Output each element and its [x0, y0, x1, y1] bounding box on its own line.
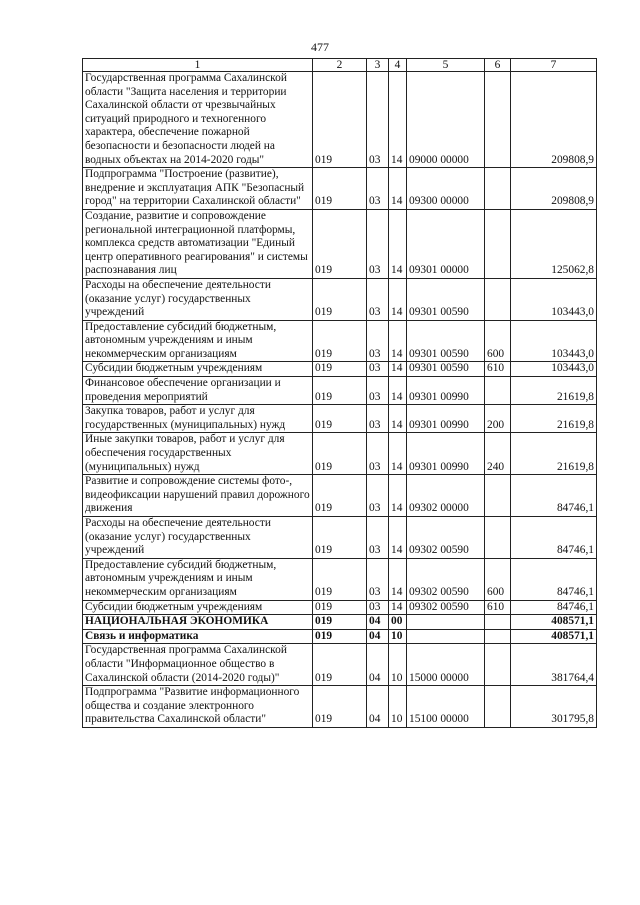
- row-pr-cell: 14: [389, 558, 407, 600]
- row-csr-cell: [407, 629, 485, 644]
- row-rz-cell: 03: [367, 377, 389, 405]
- row-vr-cell: 610: [485, 362, 511, 377]
- row-vr-cell: 600: [485, 558, 511, 600]
- row-gr-cell: 019: [313, 644, 367, 686]
- row-pr-cell: 14: [389, 377, 407, 405]
- row-rz-cell: 04: [367, 644, 389, 686]
- row-sum-cell: 84746,1: [511, 475, 597, 517]
- row-sum-cell: 209808,9: [511, 72, 597, 168]
- row-csr-cell: 09302 00590: [407, 517, 485, 559]
- row-pr-cell: 10: [389, 686, 407, 728]
- row-sum-cell: 21619,8: [511, 405, 597, 433]
- header-cell-7: 7: [511, 59, 597, 72]
- row-sum-cell: 84746,1: [511, 600, 597, 615]
- header-cell-3: 3: [367, 59, 389, 72]
- table-row: [83, 362, 597, 377]
- row-pr-cell: 14: [389, 168, 407, 210]
- header-cell-5: 5: [407, 59, 485, 72]
- row-vr-cell: [485, 72, 511, 168]
- row-name-cell: Предоставление субсидий бюджетным, автономным учреждениям и иным некоммерческим организациям: [83, 558, 313, 600]
- row-name-cell: Государственная программа Сахалинской области "Информационное общество в Сахалинской области (2014-2020 годы)": [83, 644, 313, 686]
- row-pr-cell: 14: [389, 517, 407, 559]
- table-row: [83, 320, 597, 362]
- row-sum-cell: 381764,4: [511, 644, 597, 686]
- row-name-cell: Финансовое обеспечение организации и проведения мероприятий: [83, 377, 313, 405]
- row-pr-cell: 14: [389, 600, 407, 615]
- row-vr-cell: [485, 629, 511, 644]
- row-name-cell: Субсидии бюджетным учреждениям: [83, 600, 313, 615]
- row-sum-cell: 84746,1: [511, 517, 597, 559]
- row-sum-cell: 125062,8: [511, 209, 597, 278]
- row-pr-cell: 14: [389, 278, 407, 320]
- row-vr-cell: [485, 278, 511, 320]
- row-gr-cell: 019: [313, 405, 367, 433]
- row-pr-cell: 14: [389, 405, 407, 433]
- row-name-cell: Расходы на обеспечение деятельности (оказание услуг) государственных учреждений: [83, 517, 313, 559]
- row-csr-cell: 09000 00000: [407, 72, 485, 168]
- row-name-cell: Расходы на обеспечение деятельности (оказание услуг) государственных учреждений: [83, 278, 313, 320]
- row-gr-cell: 019: [313, 558, 367, 600]
- table-row: [83, 405, 597, 433]
- row-gr-cell: 019: [313, 168, 367, 210]
- row-name-cell: Подпрограмма "Построение (развитие), внедрение и эксплуатация АПК "Безопасный город" на территории Сахалинской области": [83, 168, 313, 210]
- row-name-cell: Иные закупки товаров, работ и услуг для обеспечения государственных (муниципальных) нужд: [83, 433, 313, 475]
- row-pr-cell: 14: [389, 209, 407, 278]
- row-name-cell: Субсидии бюджетным учреждениям: [83, 362, 313, 377]
- row-sum-cell: 301795,8: [511, 686, 597, 728]
- row-csr-cell: 15100 00000: [407, 686, 485, 728]
- row-sum-cell: 103443,0: [511, 362, 597, 377]
- table-row: [83, 615, 597, 630]
- row-name-cell: Связь и информатика: [83, 629, 313, 644]
- row-rz-cell: 03: [367, 278, 389, 320]
- row-vr-cell: [485, 615, 511, 630]
- row-rz-cell: 03: [367, 600, 389, 615]
- row-rz-cell: 03: [367, 320, 389, 362]
- table-row: [83, 475, 597, 517]
- row-csr-cell: 09302 00590: [407, 558, 485, 600]
- row-name-cell: Подпрограмма "Развитие информационного общества и создание электронного правительства Сахалинской области": [83, 686, 313, 728]
- row-csr-cell: 09302 00000: [407, 475, 485, 517]
- row-vr-cell: [485, 168, 511, 210]
- row-rz-cell: 03: [367, 168, 389, 210]
- row-rz-cell: 03: [367, 433, 389, 475]
- row-name-cell: Предоставление субсидий бюджетным, автономным учреждениям и иным некоммерческим организациям: [83, 320, 313, 362]
- row-rz-cell: 03: [367, 517, 389, 559]
- row-sum-cell: 21619,8: [511, 433, 597, 475]
- row-csr-cell: [407, 615, 485, 630]
- row-gr-cell: 019: [313, 377, 367, 405]
- row-csr-cell: 09302 00590: [407, 600, 485, 615]
- row-gr-cell: 019: [313, 600, 367, 615]
- header-cell-1: 1: [83, 59, 313, 72]
- row-pr-cell: 14: [389, 475, 407, 517]
- row-gr-cell: 019: [313, 629, 367, 644]
- table-row: [83, 686, 597, 728]
- table-row: [83, 517, 597, 559]
- row-sum-cell: 209808,9: [511, 168, 597, 210]
- row-vr-cell: 600: [485, 320, 511, 362]
- row-sum-cell: 21619,8: [511, 377, 597, 405]
- row-rz-cell: 04: [367, 629, 389, 644]
- table-row: [83, 377, 597, 405]
- header-row: [83, 59, 597, 72]
- table-row: [83, 278, 597, 320]
- row-rz-cell: 03: [367, 362, 389, 377]
- row-rz-cell: 04: [367, 686, 389, 728]
- row-rz-cell: 03: [367, 209, 389, 278]
- budget-table: [82, 58, 597, 728]
- row-rz-cell: 03: [367, 72, 389, 168]
- row-sum-cell: 408571,1: [511, 629, 597, 644]
- row-csr-cell: 09301 00590: [407, 278, 485, 320]
- row-name-cell: Государственная программа Сахалинской области "Защита населения и территории Сахалинской области от чрезвычайных ситуаций природного и техногенного характера, обеспечение пожарной безопасности и безопасности людей на водных объектах на 2014-2020 годы": [83, 72, 313, 168]
- row-name-cell: Создание, развитие и сопровождение региональной интеграционной платформы, комплекса средств автоматизации "Единый центр оперативного реагирования" и системы распознавания лиц: [83, 209, 313, 278]
- row-gr-cell: 019: [313, 320, 367, 362]
- row-gr-cell: 019: [313, 686, 367, 728]
- table-row: [83, 209, 597, 278]
- table-row: [83, 558, 597, 600]
- header-cell-4: 4: [389, 59, 407, 72]
- header-cell-6: 6: [485, 59, 511, 72]
- row-rz-cell: 04: [367, 615, 389, 630]
- row-sum-cell: 84746,1: [511, 558, 597, 600]
- table-row: [83, 433, 597, 475]
- row-gr-cell: 019: [313, 209, 367, 278]
- row-pr-cell: 14: [389, 72, 407, 168]
- row-csr-cell: 09301 00590: [407, 320, 485, 362]
- row-gr-cell: 019: [313, 475, 367, 517]
- row-pr-cell: 14: [389, 433, 407, 475]
- row-name-cell: Закупка товаров, работ и услуг для государственных (муниципальных) нужд: [83, 405, 313, 433]
- row-name-cell: НАЦИОНАЛЬНАЯ ЭКОНОМИКА: [83, 615, 313, 630]
- table-row: [83, 168, 597, 210]
- row-csr-cell: 09300 00000: [407, 168, 485, 210]
- page-number: 477: [311, 40, 329, 54]
- row-pr-cell: 14: [389, 320, 407, 362]
- row-csr-cell: 15000 00000: [407, 644, 485, 686]
- row-vr-cell: [485, 377, 511, 405]
- row-gr-cell: 019: [313, 517, 367, 559]
- row-name-cell: Развитие и сопровождение системы фото-, видеофиксации нарушений правил дорожного движения: [83, 475, 313, 517]
- row-sum-cell: 103443,0: [511, 278, 597, 320]
- row-vr-cell: [485, 209, 511, 278]
- row-vr-cell: 200: [485, 405, 511, 433]
- row-csr-cell: 09301 00990: [407, 405, 485, 433]
- row-rz-cell: 03: [367, 558, 389, 600]
- row-pr-cell: 14: [389, 362, 407, 377]
- row-vr-cell: [485, 686, 511, 728]
- row-sum-cell: 408571,1: [511, 615, 597, 630]
- row-vr-cell: [485, 644, 511, 686]
- row-csr-cell: 09301 00590: [407, 362, 485, 377]
- table-row: [83, 644, 597, 686]
- row-csr-cell: 09301 00990: [407, 377, 485, 405]
- row-vr-cell: [485, 475, 511, 517]
- header-cell-2: 2: [313, 59, 367, 72]
- row-pr-cell: 10: [389, 644, 407, 686]
- row-vr-cell: 610: [485, 600, 511, 615]
- row-gr-cell: 019: [313, 72, 367, 168]
- row-gr-cell: 019: [313, 362, 367, 377]
- row-gr-cell: 019: [313, 278, 367, 320]
- row-pr-cell: 00: [389, 615, 407, 630]
- row-vr-cell: [485, 517, 511, 559]
- row-vr-cell: 240: [485, 433, 511, 475]
- table-row: [83, 600, 597, 615]
- row-csr-cell: 09301 00000: [407, 209, 485, 278]
- row-pr-cell: 10: [389, 629, 407, 644]
- row-sum-cell: 103443,0: [511, 320, 597, 362]
- row-csr-cell: 09301 00990: [407, 433, 485, 475]
- row-rz-cell: 03: [367, 405, 389, 433]
- row-gr-cell: 019: [313, 433, 367, 475]
- table-row: [83, 72, 597, 168]
- row-rz-cell: 03: [367, 475, 389, 517]
- table-row: [83, 629, 597, 644]
- row-gr-cell: 019: [313, 615, 367, 630]
